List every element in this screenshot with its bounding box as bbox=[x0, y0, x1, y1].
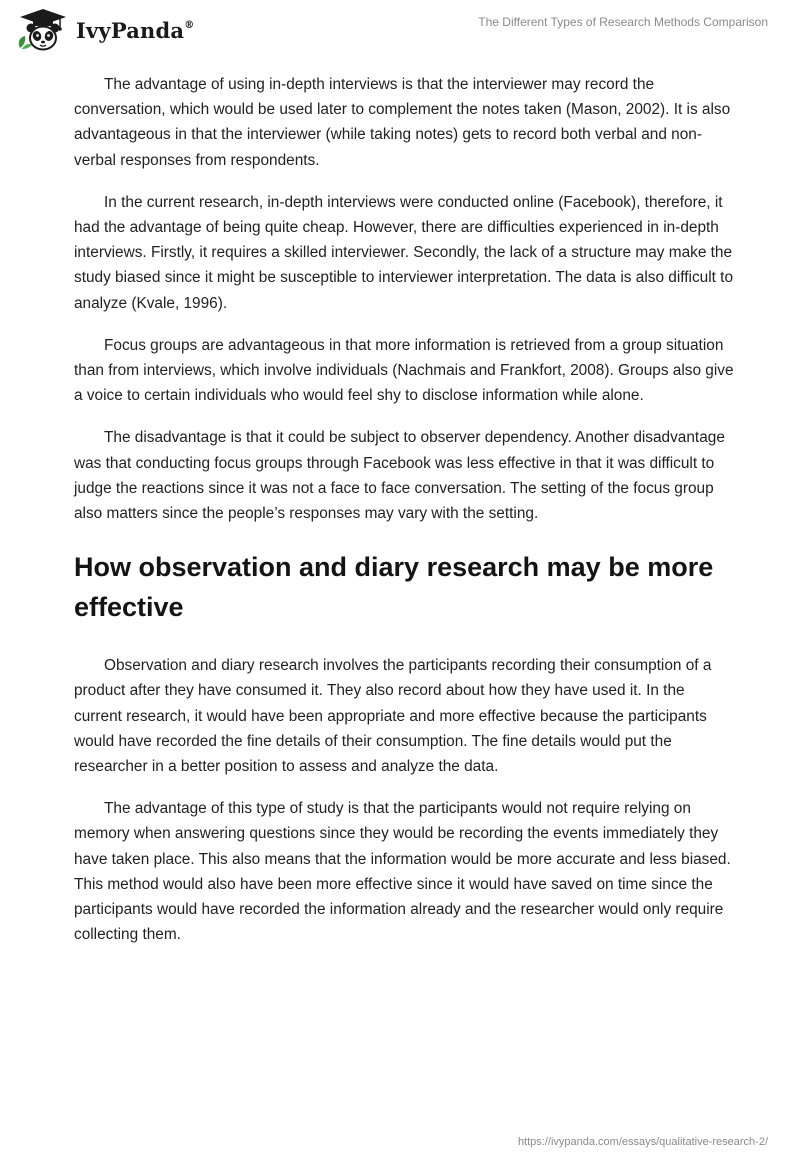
section-heading: How observation and diary research may be more effective bbox=[74, 552, 714, 623]
document-title: The Different Types of Research Methods Comparison bbox=[478, 15, 768, 29]
brand-name: IvyPanda® bbox=[76, 17, 195, 43]
paragraph: Observation and diary research involves the participants recording their consumption of a product after they have consumed it. They also record about how they have used it. In the current research, it would have been appropriate and more effective because the participants would have recorded the fine details of their consumption. The fine details would put the researcher in a better position to assess and analyze the data. bbox=[74, 657, 712, 776]
source-url[interactable]: https://ivypanda.com/essays/qualitative-research-2/ bbox=[517, 1136, 768, 1148]
article-body bbox=[74, 72, 734, 964]
page-header bbox=[0, 0, 800, 60]
paragraph: In the current research, in-depth interviews were conducted online (Facebook), therefore, it had the advantage of being quite cheap. However, there are difficulties experienced in in-depth interviews. Firstly, it requires a skilled interviewer. Secondly, the lack of a structure may make the study biased since it might be susceptible to interviewer interpretation. The data is also difficult to analyze (Kvale, 1996). bbox=[74, 193, 734, 312]
ivypanda-logo[interactable] bbox=[16, 8, 194, 52]
panda-graduate-icon bbox=[16, 8, 70, 52]
paragraph: Focus groups are advantageous in that more information is retrieved from a group situation than from interviews, which involve individuals (Nachmais and Frankfort, 2008). Groups also give a voice to certain individuals who would feel shy to disclose information while alone. bbox=[74, 336, 734, 405]
paragraph: The advantage of using in-depth interviews is that the interviewer may record the conversation, which would be used later to complement the notes taken (Mason, 2002). It is also advantageous in that the interviewer (while taking notes) gets to record both verbal and non-verbal responses from respondents. bbox=[74, 76, 731, 169]
paragraph: The advantage of this type of study is that the participants would not require relying on memory when answering questions since they would be recording the events immediately they have taken place. This also means that the information would be more accurate and less biased. This method would also have been more effective since it would have saved on time since the participants would have recorded the information already and the researcher would only require collecting them. bbox=[74, 800, 731, 944]
paragraph: The disadvantage is that it could be subject to observer dependency. Another disadvantage was that conducting focus groups through Facebook was less effective in that it was difficult to judge the reactions since it was not a face to face conversation. The setting of the focus group also matters since the people’s responses may vary with the setting. bbox=[74, 429, 725, 523]
